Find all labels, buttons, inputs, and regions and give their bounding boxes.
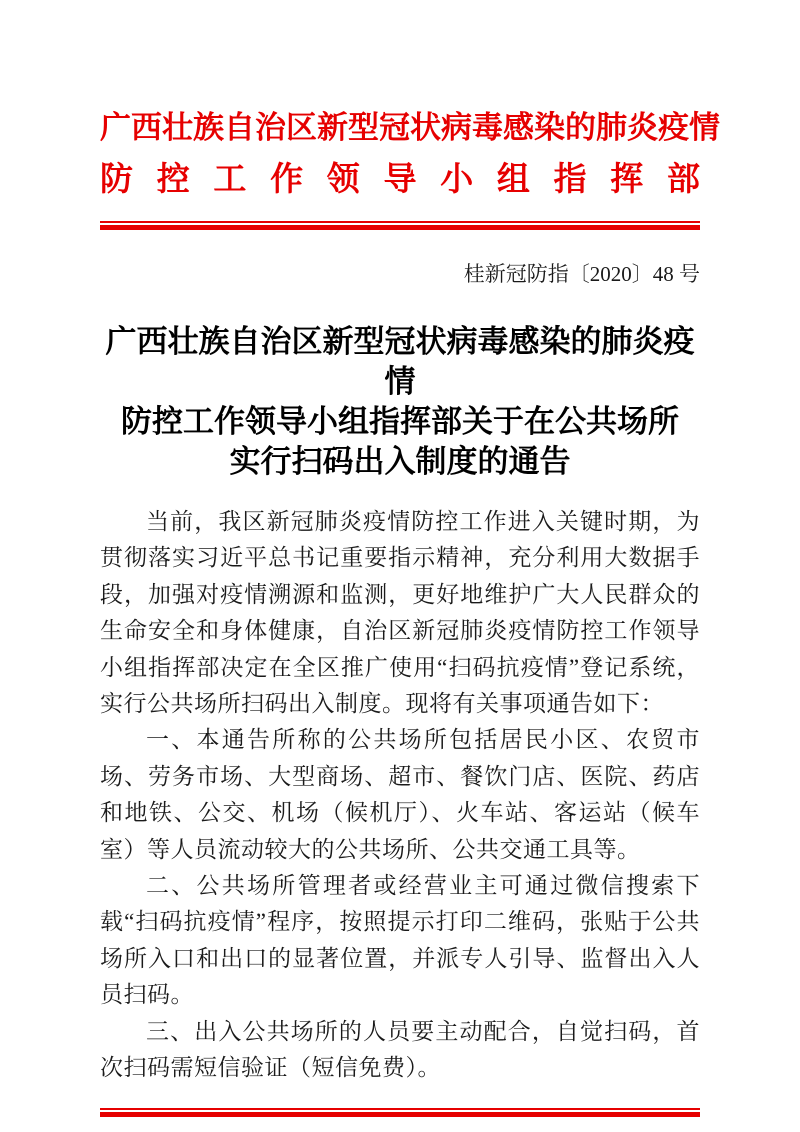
- paragraph-item-2: 二、公共场所管理者或经营业主可通过微信搜索下载“扫码抗疫情”程序，按照提示打印二维码，张贴于公共场所入口和出口的显著位置，并派专人引导、监督出入人员扫码。: [100, 873, 700, 1008]
- header-separator-rule: [100, 221, 700, 230]
- paragraph-item-1: 一、本通告所称的公共场所包括居民小区、农贸市场、劳务市场、大型商场、超市、餐饮门店、医院、药店和地铁、公交、机场（候机厅）、火车站、客运站（候车室）等人员流动较大的公共场所、公共交通工具等。: [100, 727, 700, 862]
- header-line-2: 防控工作领导小组指挥部: [100, 162, 700, 198]
- footer-separator-rule: [100, 1108, 700, 1117]
- paragraph-intro: 当前，我区新冠肺炎疫情防控工作进入关键时期，为贯彻落实习近平总书记重要指示精神，充分利用大数据手段，加强对疫情溯源和监测，更好地维护广大人民群众的生命安全和身体健康，自治区新冠肺炎疫情防控工作领导小组指挥部决定在全区推广使用“扫码抗疫情”登记系统，实行公共场所扫码出入制度。现将有关事项通告如下：: [100, 509, 700, 717]
- header-line-1: 广西壮族自治区新型冠状病毒感染的肺炎疫情: [100, 110, 720, 145]
- title-line-3: 实行扫码出入制度的通告: [229, 444, 571, 479]
- red-header: [100, 0, 720, 206]
- document-number: 桂新冠防指〔2020〕48 号: [463, 262, 700, 286]
- paragraph-item-3: 三、出入公共场所的人员要主动配合，自觉扫码，首次扫码需短信验证（短信免费）。: [100, 1018, 700, 1081]
- document-body: [100, 504, 700, 1087]
- title-line-1: 广西壮族自治区新型冠状病毒感染的肺炎疫情: [105, 324, 695, 399]
- title-line-2: 防控工作领导小组指挥部关于在公共场所: [121, 404, 679, 439]
- document-title: [100, 322, 700, 482]
